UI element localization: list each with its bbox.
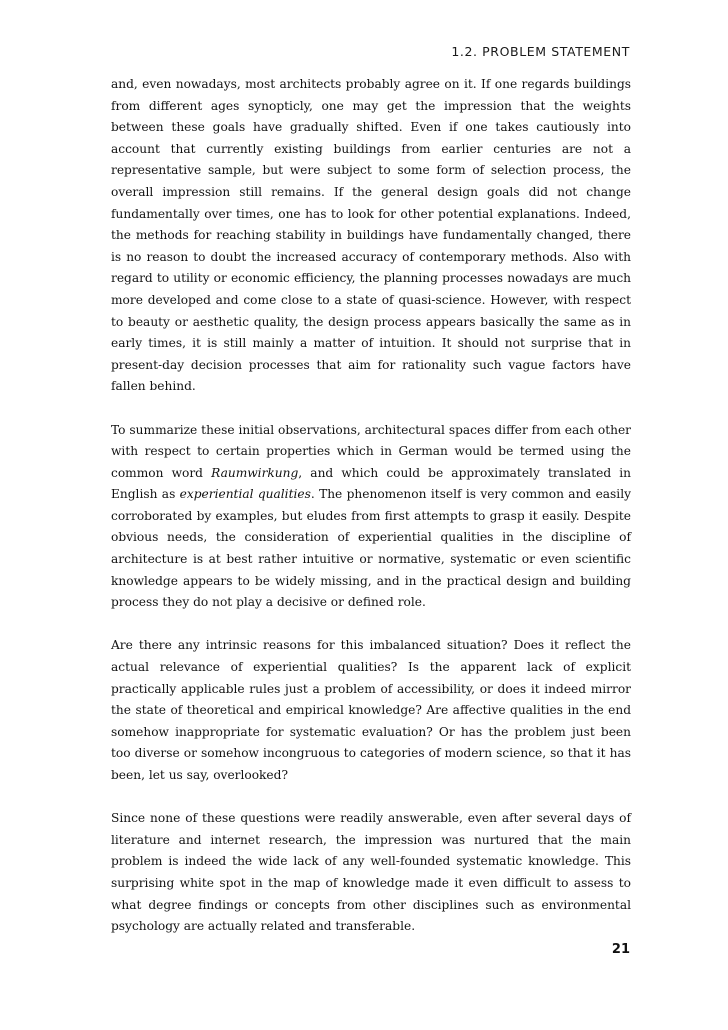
running-head: 1.2. PROBLEM STATEMENT <box>451 44 630 59</box>
paragraph-2 <box>111 420 631 614</box>
term-experiential-qualities: experiential qualities <box>179 487 311 502</box>
paragraph-4: Since none of these questions were readily answerable, even after several days of literature and internet research, the impression was nurtured that the main problem is indeed the wide lack of any well-founded systematic knowledge. This surprising white spot in the map of knowledge made it even difficult to assess to what degree findings or concepts from other disciplines such as environmental psychology are actually related and transferable. <box>111 811 631 934</box>
body-text <box>111 74 631 959</box>
paragraph-2-text-b: , and which could be approximately translated in English as <box>111 465 631 502</box>
paragraph-3: Are there any intrinsic reasons for this imbalanced situation? Does it reflect the actual relevance of experiential qualities? Is the apparent lack of explicit practically applicable rules just a problem of accessibility, or does it indeed mirror the state of theoretical and empirical knowledge? Are affective qualities in the end somehow inappropriate for systematic evaluation? Or has the problem just been too diverse or somehow incongruous to categories of modern science, so that it has been, let us say, overlooked? <box>111 638 631 782</box>
paragraph-1: and, even nowadays, most architects probably agree on it. If one regards buildings from different ages synopticly, one may get the impression that the weights between these goals have gradually shifted. Even if one takes cautiously into account that currently existing buildings from earlier centuries are not a representative sample, but were subject to some form of selection process, the overall impression still remains. If the general design goals did not change fundamentally over times, one has to look for other potential explanations. Indeed, the methods for reaching stability in buildings have fundamentally changed, there is no reason to doubt the increased accuracy of contemporary methods. Also with regard to utility or economic efficiency, the planning processes nowadays are much more developed and come close to a state of quasi-science. However, with respect to beauty or aesthetic quality, the design process appears basically the same as in early times, it is still mainly a matter of intuition. It should not surprise that in present-day decision processes that aim for rationality such vague factors have fallen behind. <box>111 77 631 394</box>
term-raumwirkung: Raumwirkung <box>211 465 299 480</box>
paragraph-2-text-a: To summarize these initial observations, architectural spaces differ from each other with respect to certain properties which in German would be termed using the common word <box>111 422 631 480</box>
page-number: 21 <box>611 942 630 957</box>
paragraph-2-text-c: . The phenomenon itself is very common and easily corroborated by examples, but eludes from first attempts to grasp it easily. Despite obvious needs, the consideration of experiential qualities in the discipline of architecture is at best rather intuitive or normative, systematic or even scientific knowledge appears to be widely missing, and in the practical design and building process they do not play a decisive or defined role. <box>111 487 631 610</box>
